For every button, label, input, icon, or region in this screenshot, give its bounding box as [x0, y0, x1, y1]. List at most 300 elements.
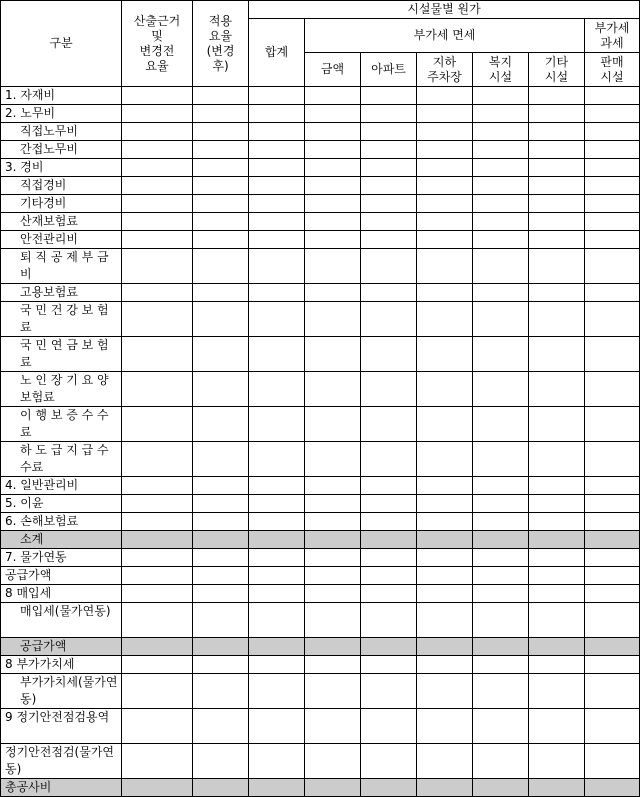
table-cell [249, 231, 305, 249]
table-cell [473, 105, 529, 123]
table-cell [305, 779, 361, 797]
table-cell [417, 231, 473, 249]
table-cell [122, 407, 193, 442]
table-cell [473, 141, 529, 159]
table-cell [473, 123, 529, 141]
table-cell [122, 585, 193, 603]
table-row [1, 638, 640, 656]
table-cell [122, 709, 193, 744]
table-cell [193, 249, 249, 284]
table-cell [193, 603, 249, 638]
table-cell [249, 213, 305, 231]
table-cell [361, 141, 417, 159]
table-cell [473, 159, 529, 177]
table-cell [249, 337, 305, 372]
table-cell [529, 549, 585, 567]
table-cell [193, 141, 249, 159]
table-cell [585, 638, 640, 656]
table-row [1, 477, 640, 495]
table-cell [361, 744, 417, 779]
row-label: 직접경비 [1, 177, 122, 195]
table-cell [417, 779, 473, 797]
table-cell [361, 779, 417, 797]
table-cell [473, 372, 529, 407]
table-cell [249, 513, 305, 531]
table-cell [305, 213, 361, 231]
row-label: 고용보험료 [1, 284, 122, 302]
table-row [1, 709, 640, 744]
table-cell [305, 141, 361, 159]
table-cell [249, 141, 305, 159]
table-cell [361, 249, 417, 284]
table-cell [305, 567, 361, 585]
table-cell [585, 513, 640, 531]
table-cell [529, 213, 585, 231]
table-cell [122, 779, 193, 797]
table-cell [585, 674, 640, 709]
table-cell [361, 123, 417, 141]
table-cell [305, 531, 361, 549]
table-row [1, 495, 640, 513]
table-cell [473, 177, 529, 195]
table-cell [361, 407, 417, 442]
table-cell [585, 603, 640, 638]
table-cell [529, 372, 585, 407]
table-cell [417, 249, 473, 284]
header-basis: 산출근거 및 변경전 요율 [122, 1, 193, 87]
row-label: 4. 일반관리비 [1, 477, 122, 495]
table-cell [361, 159, 417, 177]
table-cell [529, 442, 585, 477]
table-cell [417, 477, 473, 495]
table-cell [585, 549, 640, 567]
table-cell [305, 195, 361, 213]
table-cell [473, 744, 529, 779]
table-cell [529, 177, 585, 195]
table-cell [122, 549, 193, 567]
table-cell [361, 495, 417, 513]
table-cell [473, 567, 529, 585]
row-label: 산재보험료 [1, 213, 122, 231]
table-cell [305, 709, 361, 744]
table-row [1, 779, 640, 797]
table-cell [585, 159, 640, 177]
table-cell [305, 674, 361, 709]
table-cell [585, 141, 640, 159]
table-cell [585, 779, 640, 797]
table-cell [585, 195, 640, 213]
table-cell [361, 656, 417, 674]
table-cell [529, 141, 585, 159]
table-cell [529, 744, 585, 779]
table-cell [193, 779, 249, 797]
table-cell [193, 567, 249, 585]
table-cell [585, 567, 640, 585]
table-cell [417, 709, 473, 744]
table-cell [529, 531, 585, 549]
table-cell [249, 674, 305, 709]
table-cell [585, 177, 640, 195]
table-cell [305, 123, 361, 141]
table-cell [417, 495, 473, 513]
table-cell [585, 372, 640, 407]
table-cell [249, 284, 305, 302]
table-row [1, 105, 640, 123]
table-cell [473, 779, 529, 797]
table-cell [361, 567, 417, 585]
table-cell [193, 709, 249, 744]
table-cell [122, 141, 193, 159]
table-cell [417, 302, 473, 337]
table-cell [361, 603, 417, 638]
table-cell [193, 337, 249, 372]
header-col-welfare: 복지 시설 [473, 53, 529, 87]
table-cell [529, 513, 585, 531]
table-cell [122, 531, 193, 549]
table-cell [473, 638, 529, 656]
table-cell [361, 709, 417, 744]
table-row [1, 123, 640, 141]
table-cell [305, 407, 361, 442]
table-cell [529, 477, 585, 495]
table-cell [529, 195, 585, 213]
table-cell [417, 141, 473, 159]
table-cell [122, 195, 193, 213]
table-cell [249, 603, 305, 638]
table-cell [529, 407, 585, 442]
table-cell [529, 674, 585, 709]
table-cell [529, 585, 585, 603]
row-label: 공급가액 [1, 567, 122, 585]
table-cell [305, 337, 361, 372]
table-cell [122, 477, 193, 495]
row-label: 노 인 장 기 요 양 보험료 [1, 372, 122, 407]
table-cell [305, 495, 361, 513]
table-cell [305, 302, 361, 337]
row-label: 7. 물가연동 [1, 549, 122, 567]
table-cell [361, 177, 417, 195]
table-cell [529, 87, 585, 105]
table-cell [305, 656, 361, 674]
table-cell [305, 744, 361, 779]
table-cell [585, 744, 640, 779]
table-cell [305, 284, 361, 302]
table-cell [193, 531, 249, 549]
table-cell [473, 674, 529, 709]
table-cell [585, 231, 640, 249]
table-cell [193, 159, 249, 177]
table-row [1, 549, 640, 567]
table-cell [305, 585, 361, 603]
table-cell [585, 495, 640, 513]
table-row [1, 213, 640, 231]
table-cell [529, 159, 585, 177]
table-cell [417, 407, 473, 442]
header-col-parking: 지하 주차장 [417, 53, 473, 87]
table-cell [473, 709, 529, 744]
row-label: 하 도 급 지 급 수 수료 [1, 442, 122, 477]
table-cell [585, 284, 640, 302]
table-cell [193, 674, 249, 709]
table-cell [473, 495, 529, 513]
table-cell [585, 585, 640, 603]
table-cell [122, 123, 193, 141]
table-cell [249, 656, 305, 674]
table-cell [249, 531, 305, 549]
table-cell [249, 442, 305, 477]
row-label: 공급가액 [1, 638, 122, 656]
table-cell [585, 442, 640, 477]
table-cell [417, 603, 473, 638]
table-cell [417, 372, 473, 407]
table-cell [361, 477, 417, 495]
table-row [1, 585, 640, 603]
row-label: 6. 손해보험료 [1, 513, 122, 531]
table-cell [417, 284, 473, 302]
table-row [1, 603, 640, 638]
table-cell [122, 495, 193, 513]
row-label: 8 부가가치세 [1, 656, 122, 674]
table-cell [305, 442, 361, 477]
table-cell [417, 105, 473, 123]
header-col-amount: 금액 [305, 53, 361, 87]
table-cell [249, 744, 305, 779]
table-cell [473, 87, 529, 105]
table-cell [122, 603, 193, 638]
table-cell [122, 442, 193, 477]
row-label: 간접노무비 [1, 141, 122, 159]
table-cell [529, 603, 585, 638]
table-cell [473, 213, 529, 231]
table-cell [193, 105, 249, 123]
table-cell [361, 638, 417, 656]
table-cell [529, 284, 585, 302]
table-cell [529, 495, 585, 513]
table-cell [417, 585, 473, 603]
table-cell [417, 638, 473, 656]
table-cell [249, 302, 305, 337]
row-label: 직접노무비 [1, 123, 122, 141]
table-cell [305, 249, 361, 284]
table-cell [305, 159, 361, 177]
table-cell [305, 603, 361, 638]
header-cost-title: 시설물별 원가 [249, 1, 640, 19]
table-cell [122, 284, 193, 302]
table-cell [361, 284, 417, 302]
table-cell [361, 531, 417, 549]
table-cell [249, 159, 305, 177]
table-cell [249, 372, 305, 407]
table-cell [193, 177, 249, 195]
table-cell [361, 213, 417, 231]
table-cell [249, 407, 305, 442]
table-row [1, 159, 640, 177]
table-cell [529, 123, 585, 141]
table-row [1, 195, 640, 213]
table-row [1, 442, 640, 477]
table-cell [249, 177, 305, 195]
table-cell [585, 302, 640, 337]
table-cell [249, 87, 305, 105]
table-cell [193, 585, 249, 603]
table-cell [417, 195, 473, 213]
row-label: 안전관리비 [1, 231, 122, 249]
header-total: 합계 [249, 19, 305, 87]
table-cell [473, 513, 529, 531]
table-cell [122, 337, 193, 372]
table-cell [529, 656, 585, 674]
table-cell [361, 302, 417, 337]
table-cell [249, 105, 305, 123]
row-label: 기타경비 [1, 195, 122, 213]
table-cell [305, 638, 361, 656]
table-cell [193, 442, 249, 477]
table-cell [361, 549, 417, 567]
table-row [1, 141, 640, 159]
table-row [1, 302, 640, 337]
table-cell [122, 213, 193, 231]
table-row [1, 513, 640, 531]
table-cell [473, 407, 529, 442]
table-cell [585, 87, 640, 105]
header-col-sales: 판매 시설 [585, 53, 640, 87]
header-taxed: 부가세 과세 [585, 19, 640, 53]
table-cell [473, 249, 529, 284]
table-cell [249, 567, 305, 585]
table-cell [417, 177, 473, 195]
table-cell [249, 779, 305, 797]
table-cell [193, 656, 249, 674]
table-cell [417, 442, 473, 477]
row-label: 3. 경비 [1, 159, 122, 177]
table-cell [249, 709, 305, 744]
table-cell [361, 87, 417, 105]
table-row [1, 531, 640, 549]
table-cell [193, 638, 249, 656]
row-label: 소계 [1, 531, 122, 549]
table-row [1, 744, 640, 779]
table-cell [473, 284, 529, 302]
row-label: 국 민 건 강 보 험 료 [1, 302, 122, 337]
table-cell [585, 477, 640, 495]
table-cell [585, 105, 640, 123]
row-label: 8 매입세 [1, 585, 122, 603]
table-cell [193, 744, 249, 779]
table-body [1, 87, 640, 797]
table-cell [305, 105, 361, 123]
table-cell [193, 284, 249, 302]
table-cell [473, 477, 529, 495]
header-rate: 적용 요율 (변경 후) [193, 1, 249, 87]
table-cell [417, 159, 473, 177]
table-cell [473, 442, 529, 477]
table-row [1, 407, 640, 442]
table-cell [361, 195, 417, 213]
table-cell [249, 123, 305, 141]
table-cell [361, 674, 417, 709]
table-cell [417, 513, 473, 531]
table-cell [417, 656, 473, 674]
table-cell [585, 337, 640, 372]
table-cell [193, 372, 249, 407]
table-cell [529, 779, 585, 797]
table-cell [473, 549, 529, 567]
table-row [1, 177, 640, 195]
table-cell [473, 231, 529, 249]
table-cell [529, 249, 585, 284]
table-cell [361, 513, 417, 531]
table-cell [473, 585, 529, 603]
table-cell [193, 495, 249, 513]
table-cell [122, 302, 193, 337]
table-cell [361, 337, 417, 372]
table-cell [417, 549, 473, 567]
table-cell [361, 442, 417, 477]
table-cell [473, 337, 529, 372]
table-row [1, 567, 640, 585]
row-label: 2. 노무비 [1, 105, 122, 123]
table-cell [305, 477, 361, 495]
table-cell [249, 195, 305, 213]
table-cell [417, 337, 473, 372]
table-cell [122, 105, 193, 123]
table-cell [122, 159, 193, 177]
table-cell [122, 87, 193, 105]
table-cell [585, 656, 640, 674]
table-cell [193, 213, 249, 231]
row-label: 이 행 보 증 수 수 료 [1, 407, 122, 442]
table-cell [122, 744, 193, 779]
row-label: 5. 이윤 [1, 495, 122, 513]
row-label: 9 정기안전점검용역 [1, 709, 122, 744]
table-row [1, 249, 640, 284]
row-label: 매입세(물가연동) [1, 603, 122, 638]
table-cell [193, 231, 249, 249]
table-cell [473, 302, 529, 337]
table-cell [529, 231, 585, 249]
table-cell [585, 213, 640, 231]
table-cell [417, 567, 473, 585]
table-cell [122, 231, 193, 249]
table-cell [305, 372, 361, 407]
table-cell [361, 585, 417, 603]
table-cell [249, 477, 305, 495]
table-cell [585, 531, 640, 549]
table-cell [529, 105, 585, 123]
table-cell [193, 302, 249, 337]
table-cell [193, 195, 249, 213]
table-cell [305, 177, 361, 195]
row-label: 퇴 직 공 제 부 금 비 [1, 249, 122, 284]
table-cell [193, 407, 249, 442]
table-cell [193, 477, 249, 495]
table-cell [249, 549, 305, 567]
table-cell [193, 123, 249, 141]
header-gubun: 구분 [1, 1, 122, 87]
table-row [1, 87, 640, 105]
table-cell [529, 567, 585, 585]
table-cell [249, 638, 305, 656]
header-exempt: 부가세 면세 [305, 19, 585, 53]
table-cell [585, 709, 640, 744]
table-cell [249, 585, 305, 603]
row-label: 총공사비 [1, 779, 122, 797]
table-cell [473, 195, 529, 213]
row-label: 1. 자재비 [1, 87, 122, 105]
table-cell [473, 603, 529, 638]
table-row [1, 372, 640, 407]
table-cell [417, 213, 473, 231]
